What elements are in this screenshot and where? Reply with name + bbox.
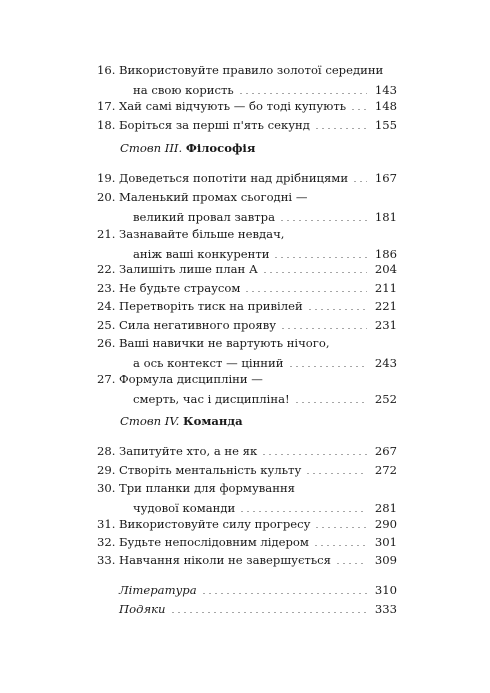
entry-title: Запитуйте хто, а не як	[119, 444, 258, 458]
page-number: 148	[374, 99, 397, 113]
entry-number: 23.	[97, 281, 116, 295]
leader-dots	[288, 366, 368, 367]
entry-number: 28.	[97, 444, 116, 458]
entry-title: Використовуйте силу прогресу	[119, 517, 311, 531]
leader-dots	[261, 454, 367, 455]
leader-dots	[279, 220, 367, 221]
entry-title-cont: аніж ваші конкуренти	[133, 247, 270, 261]
leader-dots	[314, 128, 367, 129]
page-number: 333	[374, 602, 397, 616]
leader-dots	[273, 257, 367, 258]
page-number: 211	[374, 281, 397, 295]
entry-title: Сила негативного прояву	[119, 318, 277, 332]
entry-title-cont: великий провал завтра	[133, 210, 275, 224]
entry-number: 17.	[97, 99, 116, 113]
entry-title: Формула дисципліни —	[119, 372, 263, 386]
entry-title: Зазнавайте більше невдач,	[119, 227, 285, 241]
page-number: 186	[374, 247, 397, 261]
entry-number: 27.	[97, 372, 116, 386]
entry-number: 26.	[97, 336, 116, 350]
entry-number: 31.	[97, 517, 116, 531]
page-number: 290	[374, 517, 397, 531]
section-heading-4	[120, 411, 243, 431]
entry-title: Боріться за перші п'ять секунд	[119, 118, 310, 132]
page-number: 272	[374, 463, 397, 477]
entry-number: 24.	[97, 299, 116, 313]
entry-title: Використовуйте правило золотої середини	[119, 63, 384, 77]
leader-dots	[280, 328, 367, 329]
entry-number: 21.	[97, 227, 116, 241]
entry-title: Ваші навички не вартують нічого,	[119, 336, 330, 350]
leader-dots	[350, 109, 367, 110]
section-pillar: Стовп III.	[120, 141, 183, 155]
leader-dots	[313, 545, 367, 546]
entry-title-cont: смерть, час і дисципліна!	[133, 392, 290, 406]
toc-entry-literature	[119, 580, 397, 600]
entry-number: 19.	[97, 171, 116, 185]
toc-entry-16	[97, 60, 397, 100]
entry-number: 22.	[97, 262, 116, 276]
page-number: 310	[374, 583, 397, 597]
entry-number: 30.	[97, 481, 116, 495]
leader-dots	[238, 93, 367, 94]
page-number: 231	[374, 318, 397, 332]
entry-title-cont: чудової команди	[133, 501, 236, 515]
leader-dots	[239, 511, 367, 512]
leader-dots	[352, 181, 367, 182]
toc-entry-23	[97, 278, 397, 298]
page-number: 243	[374, 356, 397, 370]
leader-dots	[314, 527, 367, 528]
page-number: 181	[374, 210, 397, 224]
toc-entry-20	[97, 187, 397, 227]
page-number: 155	[374, 118, 397, 132]
entry-number: 32.	[97, 535, 116, 549]
entry-number: 16.	[97, 63, 116, 77]
entry-title: Література	[119, 583, 197, 597]
toc-entry-18	[97, 115, 397, 135]
section-heading-3	[120, 138, 255, 158]
page-number: 143	[374, 83, 397, 97]
toc-entry-19	[97, 168, 397, 188]
section-title: Філософія	[185, 141, 256, 155]
entry-number: 25.	[97, 318, 116, 332]
entry-title: Перетворіть тиск на привілей	[119, 299, 303, 313]
entry-title: Створіть ментальність культу	[119, 463, 302, 477]
toc-entry-29	[97, 460, 397, 480]
toc-entry-28	[97, 441, 397, 461]
leader-dots	[305, 473, 367, 474]
toc-entry-31	[97, 514, 397, 534]
entry-title: Маленький промах сьогодні —	[119, 190, 308, 204]
entry-title: Доведеться попотіти над дрібницями	[119, 171, 349, 185]
page-number: 301	[374, 535, 397, 549]
entry-title: Залишіть лише план А	[119, 262, 258, 276]
leader-dots	[170, 612, 367, 613]
entry-number: 20.	[97, 190, 116, 204]
entry-title: Три планки для формування	[119, 481, 295, 495]
toc-entry-32	[97, 532, 397, 552]
section-pillar: Стовп IV.	[120, 414, 180, 428]
page-number: 309	[374, 553, 397, 567]
entry-title: Не будьте страусом	[119, 281, 241, 295]
section-title: Команда	[183, 414, 243, 428]
toc-entry-22	[97, 259, 397, 279]
entry-title-cont: на свою користь	[133, 83, 234, 97]
page-number: 252	[374, 392, 397, 406]
entry-title: Навчання ніколи не завершується	[119, 553, 331, 567]
leader-dots	[335, 563, 367, 564]
toc-entry-24	[97, 296, 397, 316]
entry-number: 29.	[97, 463, 116, 477]
entry-title-cont: а ось контекст — цінний	[133, 356, 284, 370]
leader-dots	[201, 593, 367, 594]
page-number: 281	[374, 501, 397, 515]
toc-entry-26	[97, 333, 397, 373]
toc-entry-21	[97, 224, 397, 264]
leader-dots	[307, 309, 367, 310]
entry-title: Хай самі відчують — бо тоді купують	[119, 99, 347, 113]
toc-entry-acknowledgements	[119, 599, 397, 619]
page-number: 204	[374, 262, 397, 276]
leader-dots	[262, 272, 367, 273]
page-number: 267	[374, 444, 397, 458]
toc-entry-17	[97, 96, 397, 116]
leader-dots	[244, 291, 367, 292]
entry-title: Подяки	[119, 602, 166, 616]
entry-number: 18.	[97, 118, 116, 132]
entry-title: Будьте непослідовним лідером	[119, 535, 309, 549]
leader-dots	[294, 402, 367, 403]
toc-entry-27	[97, 369, 397, 409]
page-number: 167	[374, 171, 397, 185]
page-number: 221	[374, 299, 397, 313]
entry-number: 33.	[97, 553, 116, 567]
toc-entry-33	[97, 550, 397, 570]
toc-entry-25	[97, 315, 397, 335]
toc-entry-30	[97, 478, 397, 518]
